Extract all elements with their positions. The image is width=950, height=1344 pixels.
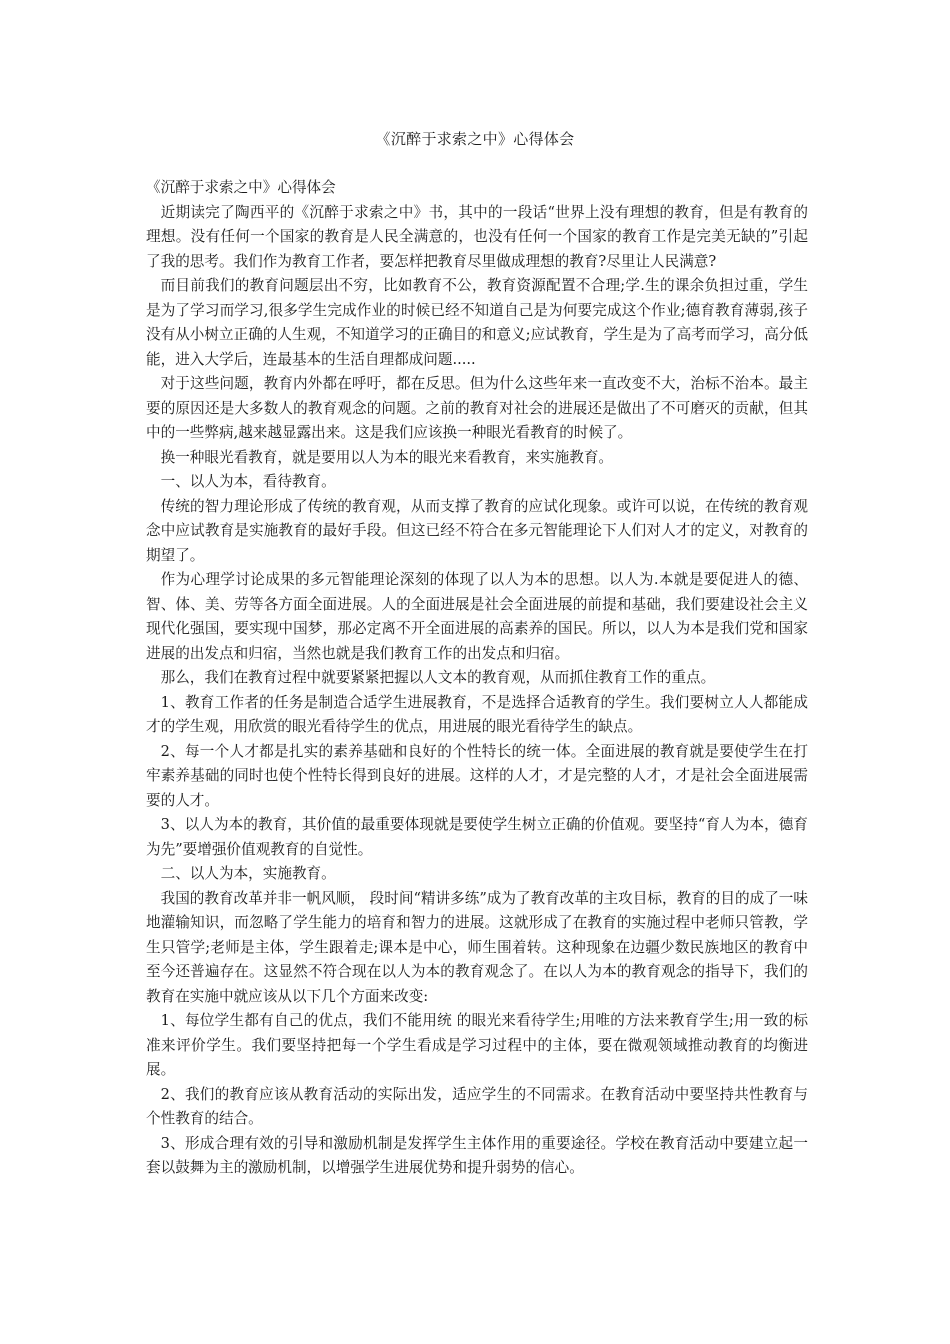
paragraph: 近期读完了陶西平的《沉醉于求索之中》书，其中的一段话“世界上没有理想的教育，但是有教育的理想。没有任何一个国家的教育是人民全满意的，也没有任何一个国家的教育工作是完美无缺的”引起了我的思考。我们作为教育工作者，要怎样把教育尽里做成理想的教育?尽里让人民满意?: [146, 203, 808, 270]
paragraph: 我国的教育改革并非一帆风顺， 段时间“精讲多练”成为了教育改革的主攻目标，教育的目的成了一味地灌输知识，而忽略了学生能力的培育和智力的进展。这就形成了在教育的实施过程中老师只管教，学生只管学;老师是主体，学生跟着走;课本是中心，师生围着转。这种现象在边疆少数民族地区的教育中至今还普遍存在。这显然不符合现在以人为本的教育观念了。在以人为本的教育观念的指导下，我们的教育在实施中就应该从以下几个方面来改变:: [146, 889, 808, 1005]
list-item: 1、教育工作者的任务是制造合适学生进展教育，不是选择合适教育的学生。我们要树立人人都能成才的学生观，用欣赏的眼光看待学生的优点，用进展的眼光看待学生的缺点。: [146, 693, 808, 735]
paragraph: 对于这些问题，教育内外都在呼吁，都在反思。但为什么这些年来一直改变不大，治标不治本。最主要的原因还是大多数人的教育观念的问题。之前的教育对社会的进展还是做出了不可磨灭的贡献，但其中的一些弊病,越来越显露出来。这是我们应该换一种眼光看教育的时候了。: [146, 375, 808, 441]
paragraph: 那么，我们在教育过程中就要紧紧把握以人文本的教育观，从而抓住教育工作的重点。: [160, 669, 716, 686]
list-item: 2、每一个人才都是扎实的素养基础和良好的个性特长的统一体。全面进展的教育就是要使学生在打牢素养基础的同时也使个性特长得到良好的进展。这样的人才，才是完整的人才，才是社会全面进展需要的人才。: [146, 742, 808, 809]
body-heading: 《沉醉于求索之中》心得体会: [146, 179, 336, 196]
paragraph: 传统的智力理论形成了传统的教育观，从而支撑了教育的应试化现象。或许可以说，在传统的教育观念中应试教育是实施教育的最好手段。但这已经不符合在多元智能理论下人们对人才的定义，对教育的期望了。: [146, 497, 808, 564]
list-item: 1、每位学生都有自己的优点，我们不能用统 的眼光来看待学生;用唯的方法来教育学生;用一致的标准来评价学生。我们要坚持把每一个学生看成是学习过程中的主体，要在微观领域推动教育的均衡进展。: [146, 1012, 808, 1078]
paragraph: 换一种眼光看教育，就是要用以人为本的眼光来看教育，来实施教育。: [160, 448, 614, 466]
list-item: 3、以人为本的教育，其价值的最重要体现就是要使学生树立正确的价值观。要坚持“育人为本，德育为先”要增强价值观教育的自觉性。: [146, 816, 808, 858]
section-heading: 一、以人为本，看待教育。: [160, 473, 336, 490]
paragraph: 作为心理学讨论成果的多元智能理论深刻的体现了以人为本的思想。以人为.本就是要促进人的德、智、体、美、劳等各方面全面进展。人的全面进展是社会全面进展的前提和基础，我们要建设社会主义现代化强国，要实现中国梦，那必定离不开全面进展的高素养的国民。所以，以人为本是我们党和国家进展的出发点和归宿，当然也就是我们教育工作的出发点和归宿。: [146, 571, 808, 662]
paragraph: 而目前我们的教育问题层出不穷，比如教育不公，教育资源配置不合理;学.生的课余负担过重，学生是为了学习而学习,很多学生完成作业的时候已经不知道自己是为何要完成这个作业;德育教育薄弱,孩子没有从小树立正确的人生观，不知道学习的正确目的和意义;应试教育，学生是为了高考而学习，高分低能，进入大学后，连最基本的生活自理都成问题.....: [146, 277, 808, 368]
document-body: [146, 176, 808, 1181]
list-item: 2、我们的教育应该从教育活动的实际出发，适应学生的不同需求。在教育活动中要坚持共性教育与个性教育的结合。: [146, 1085, 808, 1127]
section-heading: 二、以人为本，实施教育。: [160, 865, 336, 882]
document-title: 《沉醉于求索之中》心得体会: [375, 130, 575, 148]
list-item: 3、形成合理有效的引导和激励机制是发挥学生主体作用的重要途径。学校在教育活动中要建立起一套以鼓舞为主的激励机制，以增强学生进展优势和提升弱势的信心。: [146, 1134, 808, 1176]
